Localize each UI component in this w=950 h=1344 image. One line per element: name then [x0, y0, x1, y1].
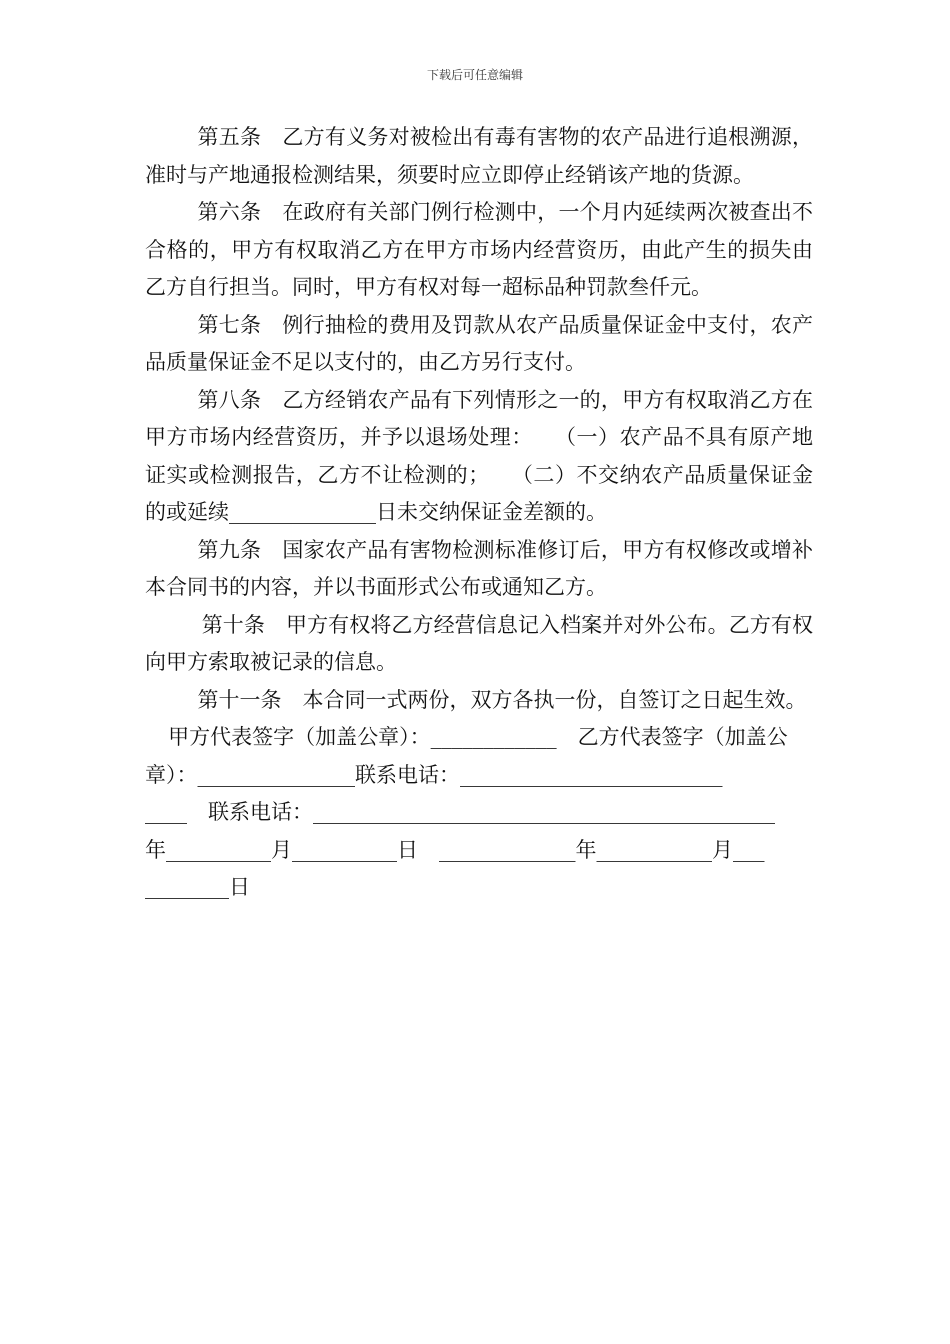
article-8: 第八条 乙方经销农产品有下列情形之一的，甲方有权取消乙方在甲方市场内经营资历，并予以退场处理： （一）农产品不具有原产地证实或检测报告，乙方不让检测的； （二）不交纳农产品质量保证金的或延续______________日未交纳保证金差额的。: [145, 387, 813, 524]
signature-block-line-1: 甲方代表签字（加盖公章）：____________ 乙方代表签字（加盖公章）：_______________联系电话：_________________________: [145, 725, 788, 787]
article-6: 第六条 在政府有关部门例行检测中，一个月内延续两次被查出不合格的，甲方有权取消乙方在甲方市场内经营资历，由此产生的损失由乙方自行担当。同时，甲方有权对每一超标品种罚款叁仟元。: [145, 200, 813, 299]
article-5: 第五条 乙方有义务对被检出有毒有害物的农产品进行追根溯源，准时与产地通报检测结果，须要时应立即停止经销该产地的货源。: [145, 125, 813, 187]
article-10: 第十条 甲方有权将乙方经营信息记入档案并对外公布。乙方有权向甲方索取被记录的信息。: [145, 612, 813, 674]
signature-block-line-2: ____ 联系电话：____________________________________________: [145, 800, 775, 824]
date-line: 年__________月__________日 _____________年___________月___: [145, 837, 765, 862]
date-line-continued: ________日: [145, 875, 250, 899]
article-11: 第十一条 本合同一式两份，双方各执一份，自签订之日起生效。: [197, 687, 807, 712]
page-header: 下载后可任意编辑: [426, 68, 523, 82]
article-9: 第九条 国家农产品有害物检测标准修订后，甲方有权修改或增补本合同书的内容，并以书面形式公布或通知乙方。: [145, 537, 813, 599]
contract-body: [145, 119, 813, 907]
article-7: 第七条 例行抽检的费用及罚款从农产品质量保证金中支付，农产品质量保证金不足以支付的，由乙方另行支付。: [145, 312, 813, 374]
